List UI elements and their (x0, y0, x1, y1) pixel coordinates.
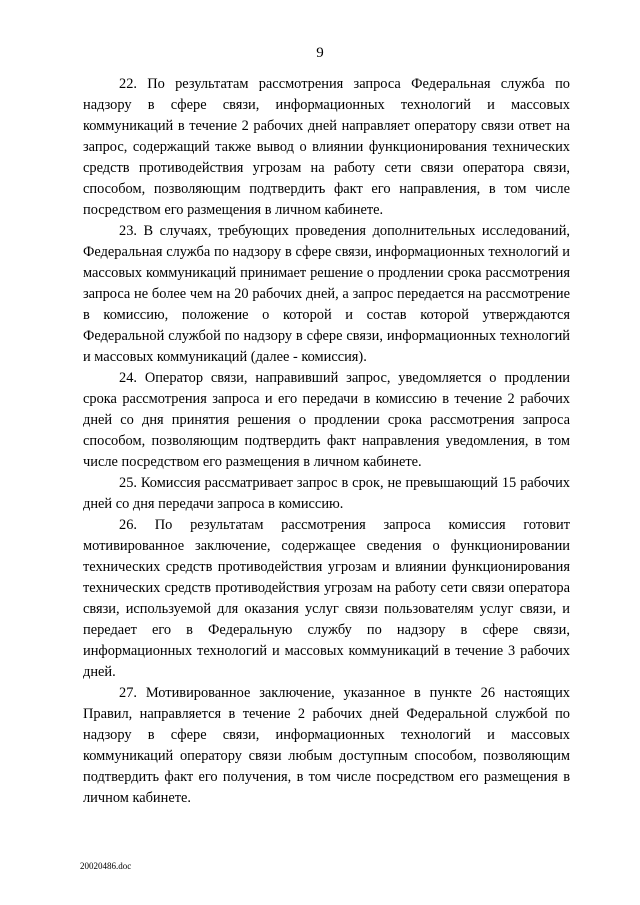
paragraph-22: 22. По результатам рассмотрения запроса Федеральная служба по надзору в сфере связи, информационных технологий и массовых коммуникаций в течение 2 рабочих дней направляет оператору связи ответ на запрос, содержащий также вывод о влиянии функционирования технических средств противодействия угрозам на работу сети связи оператора связи, способом, позволяющим подтвердить факт его направления, в том числе посредством его размещения в личном кабинете. (83, 76, 570, 218)
paragraph-23: 23. В случаях, требующих проведения дополнительных исследований, Федеральная служба по надзору в сфере связи, информационных технологий и массовых коммуникаций принимает решение о продлении срока рассмотрения запроса не более чем на 20 рабочих дней, а запрос передается на рассмотрение в комиссию, положение о которой и состав которой утверждаются Федеральной службой по надзору в сфере связи, информационных технологий и массовых коммуникаций (далее - комиссия). (83, 223, 570, 365)
page-number: 9 (316, 45, 324, 61)
footer-file-name: 20020486.doc (80, 861, 132, 871)
paragraph-26: 26. По результатам рассмотрения запроса комиссия готовит мотивированное заключение, содержащее сведения о функционировании технических средств противодействия угрозам и влиянии функционирования технических средств противодействия угрозам на работу сети связи оператора связи, используемой для оказания услуг связи пользователям услуг связи, и передает его в Федеральную службу по надзору в сфере связи, информационных технологий и массовых коммуникаций в течение 3 рабочих дней. (83, 517, 570, 680)
paragraph-24: 24. Оператор связи, направивший запрос, уведомляется о продлении срока рассмотрения запроса и его передачи в комиссию в течение 2 рабочих дней со дня принятия решения о продлении срока рассмотрения запроса способом, позволяющим подтвердить факт направления уведомления, в том числе посредством его размещения в личном кабинете. (83, 370, 570, 470)
paragraph-25: 25. Комиссия рассматривает запрос в срок, не превышающий 15 рабочих дней со дня передачи запроса в комиссию. (83, 475, 570, 512)
document-body (83, 74, 570, 809)
paragraph-27: 27. Мотивированное заключение, указанное в пункте 26 настоящих Правил, направляется в течение 2 рабочих дней Федеральной службой по надзору в сфере связи, информационных технологий и массовых коммуникаций оператору связи любым доступным способом, позволяющим подтвердить факт его получения, в том числе посредством его размещения в личном кабинете. (83, 685, 570, 806)
